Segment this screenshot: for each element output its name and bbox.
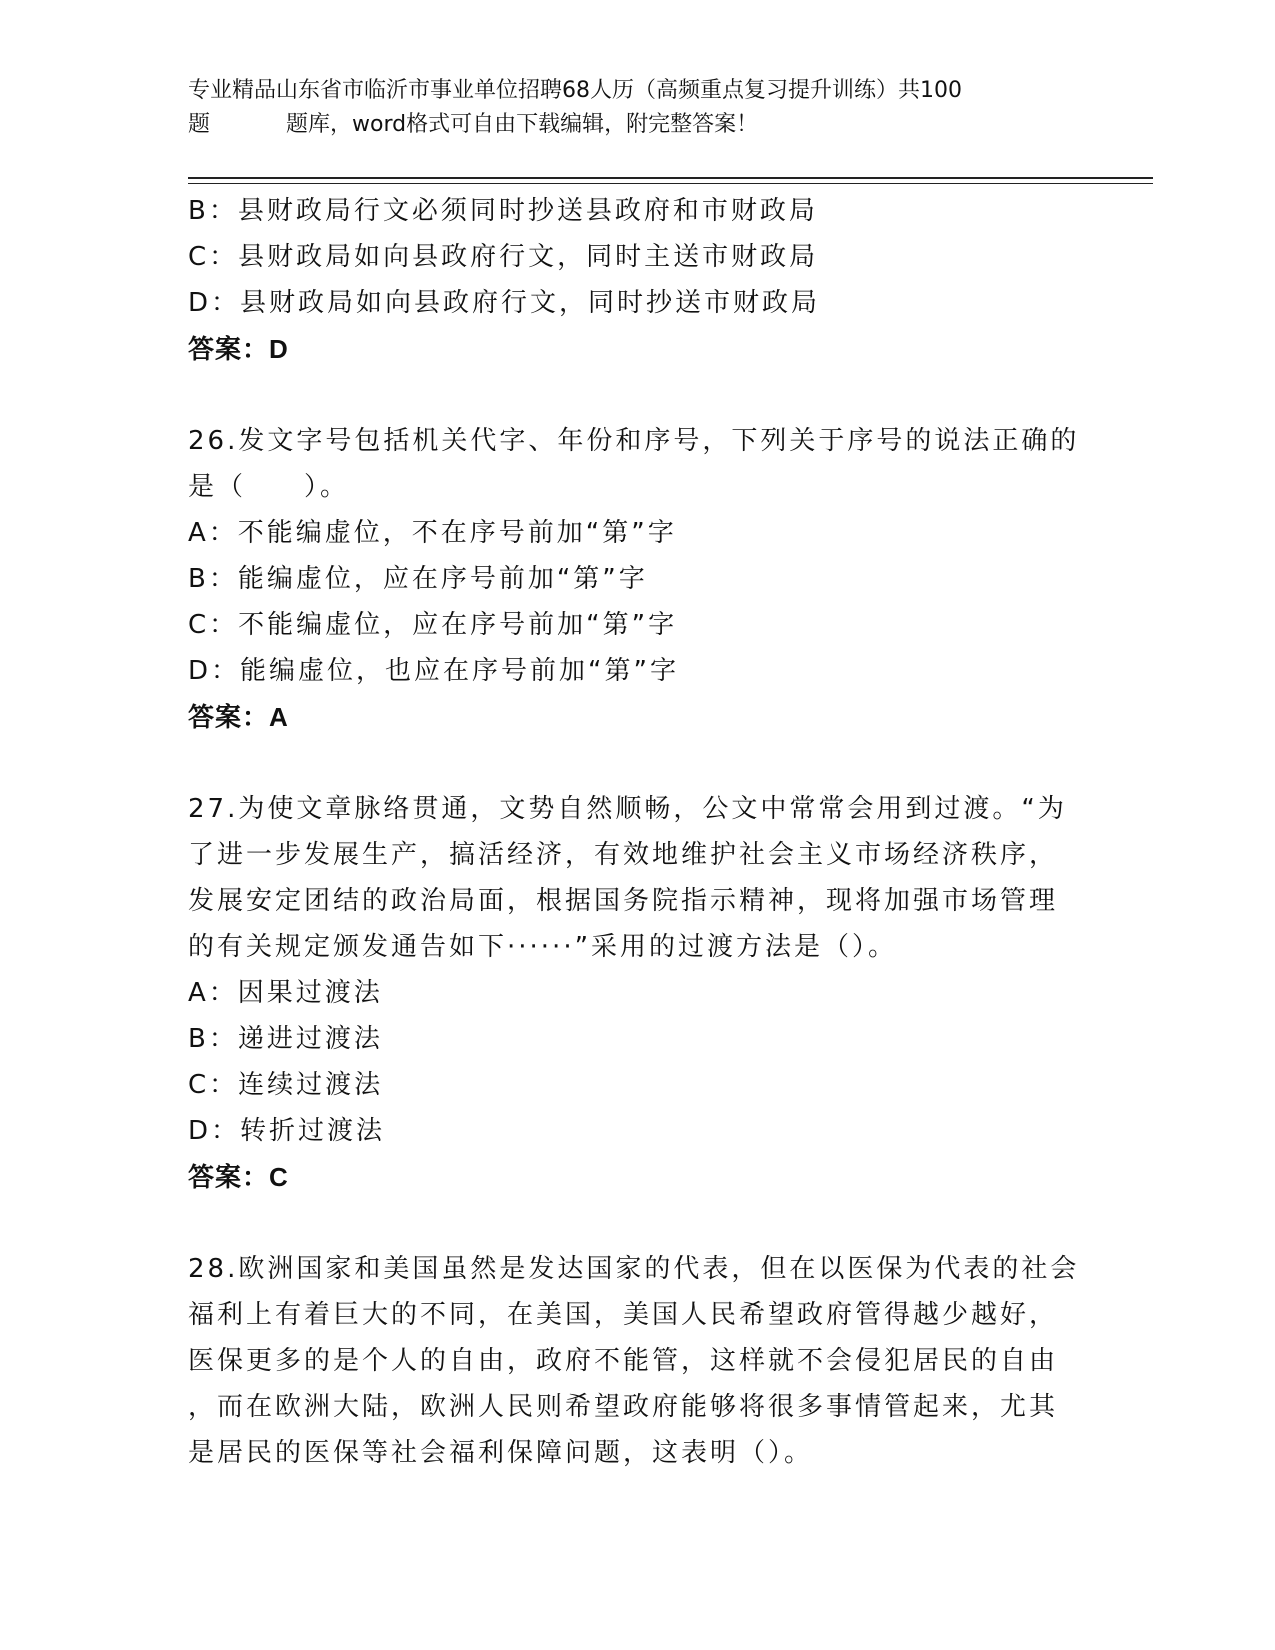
document-body bbox=[188, 188, 1088, 1476]
question-text-line: 医保更多的是个人的自由，政府不能管，这样就不会侵犯居民的自由 bbox=[188, 1346, 1059, 1376]
question-text-line: 的有关规定颁发通告如下······”采用的过渡方法是（）。 bbox=[188, 932, 898, 962]
spacer bbox=[188, 372, 1088, 418]
header-divider-thick bbox=[188, 177, 1153, 179]
question-text-line: 27.为使文章脉络贯通，文势自然顺畅，公文中常常会用到过渡。“为 bbox=[188, 794, 1067, 824]
answer-line: 答案：C bbox=[188, 1162, 289, 1192]
question-25-continued bbox=[188, 188, 1088, 372]
option-d: D：转折过渡法 bbox=[188, 1116, 386, 1146]
question-text-line: 了进一步发展生产，搞活经济，有效地维护社会主义市场经济秩序， bbox=[188, 840, 1059, 870]
question-text-line: 发展安定团结的政治局面，根据国务院指示精神，现将加强市场管理 bbox=[188, 886, 1059, 916]
option-c: C：不能编虚位，应在序号前加“第”字 bbox=[188, 610, 678, 640]
question-text-line: 28.欧洲国家和美国虽然是发达国家的代表，但在以医保为代表的社会 bbox=[188, 1254, 1080, 1284]
option-d: D：能编虚位，也应在序号前加“第”字 bbox=[188, 656, 679, 686]
question-text-line: 是居民的医保等社会福利保障问题，这表明（）。 bbox=[188, 1438, 814, 1468]
option-b: B：县财政局行文必须同时抄送县政府和市财政局 bbox=[188, 196, 818, 226]
answer-line: 答案：A bbox=[188, 702, 289, 732]
answer-line: 答案：D bbox=[188, 334, 289, 364]
spacer bbox=[188, 1200, 1088, 1246]
option-d: D：县财政局如向县政府行文，同时抄送市财政局 bbox=[188, 288, 821, 318]
header-title-line1: 专业精品山东省市临沂市事业单位招聘68人历（高频重点复习提升训练）共100 bbox=[188, 78, 962, 103]
page-header bbox=[188, 74, 1088, 142]
option-a: A：不能编虚位，不在序号前加“第”字 bbox=[188, 518, 677, 548]
option-c: C：县财政局如向县政府行文，同时主送市财政局 bbox=[188, 242, 819, 272]
option-c: C：连续过渡法 bbox=[188, 1070, 384, 1100]
question-text-line: 26.发文字号包括机关代字、年份和序号，下列关于序号的说法正确的 bbox=[188, 426, 1080, 456]
option-b: B：能编虚位，应在序号前加“第”字 bbox=[188, 564, 648, 594]
question-text-line: ，而在欧洲大陆，欧洲人民则希望政府能够将很多事情管起来，尤其 bbox=[188, 1392, 1059, 1422]
question-26 bbox=[188, 418, 1088, 740]
question-text-line: 福利上有着巨大的不同，在美国，美国人民希望政府管得越少越好， bbox=[188, 1300, 1059, 1330]
header-title-line2-rest: 题库，word格式可自由下载编辑，附完整答案！ bbox=[286, 112, 759, 137]
option-b: B：递进过渡法 bbox=[188, 1024, 383, 1054]
spacer bbox=[188, 740, 1088, 786]
question-28 bbox=[188, 1246, 1088, 1476]
header-title-line2-start: 题 bbox=[188, 112, 211, 137]
header-title-line2 bbox=[188, 108, 1088, 142]
question-text-line: 是（ ）。 bbox=[188, 472, 350, 502]
option-a: A：因果过渡法 bbox=[188, 978, 383, 1008]
question-27 bbox=[188, 786, 1088, 1200]
header-divider-thin bbox=[188, 183, 1153, 184]
